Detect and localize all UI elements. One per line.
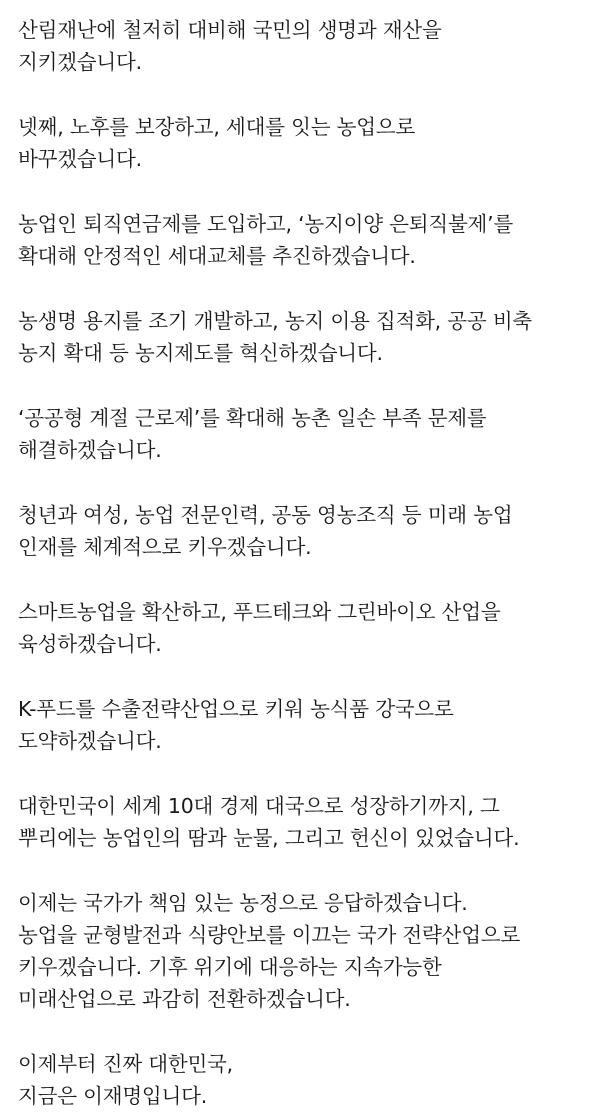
paragraph-smart-farming	[18, 596, 592, 660]
text-line: 농업을 균형발전과 식량안보를 이끄는 국가 전략산업으로	[18, 923, 521, 947]
text-line: 청년과 여성, 농업 전문인력, 공동 영농조직 등 미래 농업	[18, 503, 513, 527]
paragraph-national-responsibility	[18, 887, 592, 1015]
text-line: ‘공공형 계절 근로제’를 확대해 농촌 일손 부족 문제를	[18, 406, 487, 430]
text-line: 뿌리에는 농업인의 땀과 눈물, 그리고 헌신이 있었습니다.	[18, 826, 520, 850]
text-line: 스마트농업을 확산하고, 푸드테크와 그린바이오 산업을	[18, 600, 501, 624]
text-line: 바꾸겠습니다.	[18, 147, 142, 171]
text-line: K-푸드를 수출전략산업으로 키워 농식품 강국으로	[18, 697, 454, 721]
paragraph-farmland-reform	[18, 305, 592, 369]
text-line: 대한민국이 세계 10대 경제 대국으로 성장하기까지, 그	[18, 794, 500, 818]
text-line: 도약하겠습니다.	[18, 729, 162, 753]
text-line: 농생명 용지를 조기 개발하고, 농지 이용 집적화, 공공 비축	[18, 309, 533, 333]
text-line: 이제부터 진짜 대한민국,	[18, 1052, 233, 1076]
paragraph-retirement-pension	[18, 208, 592, 272]
paragraph-future-talent	[18, 499, 592, 563]
text-line: 키우겠습니다. 기후 위기에 대응하는 지속가능한	[18, 955, 442, 979]
paragraph-k-food	[18, 693, 592, 757]
text-line: 해결하겠습니다.	[18, 438, 162, 462]
text-line: 확대해 안정적인 세대교체를 추진하겠습니다.	[18, 244, 416, 268]
text-line: 육성하겠습니다.	[18, 632, 162, 656]
paragraph-farmers-dedication	[18, 790, 592, 854]
text-line: 지금은 이재명입니다.	[18, 1084, 208, 1108]
text-line: 농업인 퇴직연금제를 도입하고, ‘농지이양 은퇴직불제’를	[18, 212, 514, 236]
text-line: 이제는 국가가 책임 있는 농정으로 응답하겠습니다.	[18, 891, 468, 915]
text-line: 농지 확대 등 농지제도를 혁신하겠습니다.	[18, 341, 383, 365]
text-line: 지키겠습니다.	[18, 50, 142, 74]
paragraph-disaster-prep	[18, 14, 592, 78]
paragraph-closing	[18, 1048, 592, 1112]
text-line: 산림재난에 철저히 대비해 국민의 생명과 재산을	[18, 18, 442, 42]
text-line: 인재를 체계적으로 키우겠습니다.	[18, 535, 312, 559]
text-line: 미래산업으로 과감히 전환하겠습니다.	[18, 987, 351, 1011]
text-line: 넷째, 노후를 보장하고, 세대를 잇는 농업으로	[18, 115, 416, 139]
paragraph-seasonal-labor	[18, 402, 592, 466]
paragraph-fourth-pledge	[18, 111, 592, 175]
